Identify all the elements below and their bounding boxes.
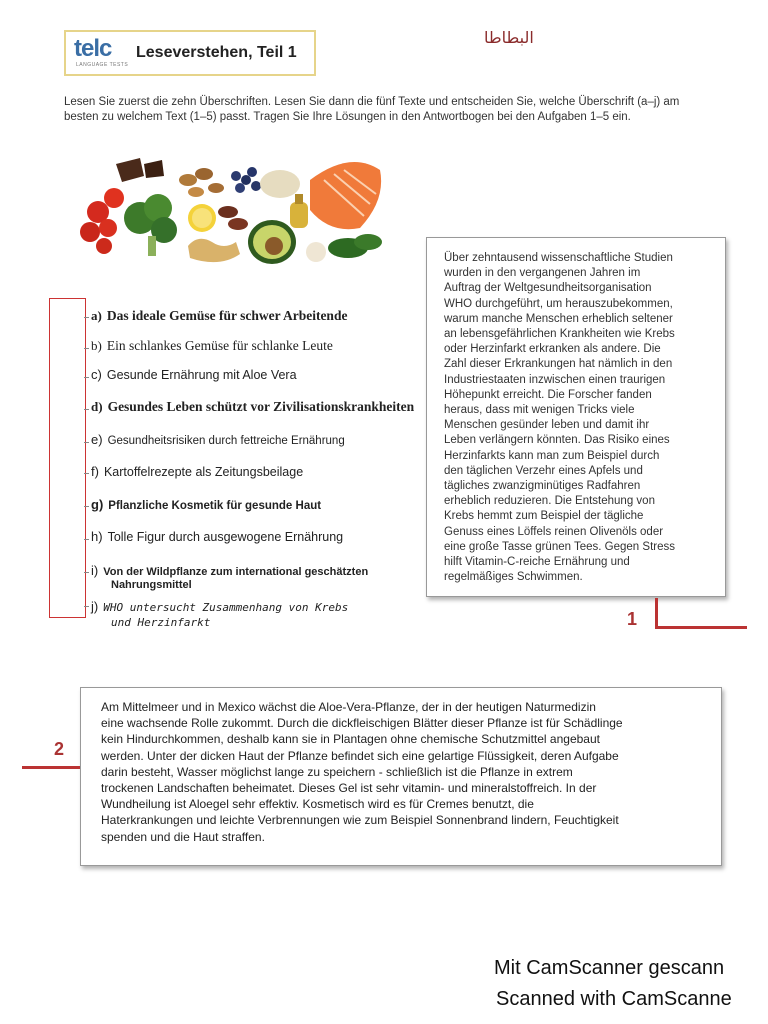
text-line: Leben verlängern könnten. Das Risiko eines — [444, 434, 670, 447]
heading-d — [91, 399, 414, 415]
heading-a — [91, 308, 347, 324]
scanner-watermark: Scanned with CamScanne — [496, 988, 732, 1010]
text-number-1: 1 — [627, 609, 638, 629]
text-line: hilft Vitamin-C-reiche Ernährung und — [444, 556, 630, 569]
tick — [84, 377, 89, 378]
text-line: tägliches zwanzigminütiges Radfahren — [444, 480, 641, 493]
heading-text: Kartoffelrezepte als Zeitungsbeilage — [103, 465, 304, 479]
text-line: spenden und die Haut straffen. — [101, 829, 265, 844]
heading-text: Gesundes Leben schützt vor Zivilisationskrankheiten — [107, 399, 415, 414]
text-line: Genuss eines Löffels reinen Olivenöls oder — [444, 525, 664, 538]
heading-text: Ein schlankes Gemüse für schlanke Leute — [106, 338, 333, 353]
text-box-1 — [426, 237, 726, 597]
heading-g — [91, 497, 321, 512]
text-line: Krebs hemmt zum Beispiel der tägliche — [444, 510, 644, 523]
heading-text: Von der Wildpflanze zum international geschätzten — [103, 566, 369, 578]
heading-f — [91, 464, 303, 479]
text-line: den täglichen Verzehr eines Apfels und — [444, 464, 643, 477]
text-line: WHO durchgeführt, um herauszubekommen, — [444, 297, 673, 310]
tick — [84, 348, 89, 349]
handwritten-note: البطاطا — [484, 28, 534, 47]
text-line: erheblich reduzieren. Die Entstehung von — [444, 495, 655, 508]
heading-text: Gesunde Ernährung mit Aloe Vera — [106, 368, 297, 382]
tick — [84, 473, 89, 474]
instructions: Lesen Sie zuerst die zehn Überschriften. Lesen Sie dann die fünf Texte und entscheiden Sie, welche Überschrift (a–j) am besten zu welchem Text (1–5) passt. Tragen Sie Ihre Lösungen in den Antwortbogen bei den Aufgaben 1–5 ein. — [64, 96, 680, 123]
heading-b — [91, 338, 333, 354]
logo-subtitle: LANGUAGE TESTS — [76, 62, 129, 68]
text-line: eine wachsende Rolle zukommt. Durch die dickfleischigen Blätter dieser Pflanze ist für Schädlinge — [101, 716, 623, 731]
heading-letter: d) — [91, 399, 103, 414]
header-box — [64, 30, 316, 76]
text-1-body — [444, 251, 716, 585]
text-line: Wundheilung ist Aloegel sehr effektiv. Kosmetisch wird es für Cremes benutzt, die — [101, 797, 534, 812]
text-line: Zahl dieser Erkrankungen hat nämlich in den — [444, 358, 673, 371]
heading-letter: j) — [91, 599, 99, 614]
text-line: kein Hindurchkommen, deshalb kann sie in Plantagen ohne chemische Schutzmittel angebaut — [101, 732, 600, 747]
text-line: Haterkrankungen und leichte Verbrennungen wie zum Beispiel Sonnenbrand lindern, Feuchtigkeit — [101, 813, 619, 828]
heading-c — [91, 367, 297, 382]
text-line: darin besteht, Wasser möglichst lange zu speichern - schließlich ist die Pflanze in extrem — [101, 764, 573, 779]
heading-text: WHO untersucht Zusammenhang von Krebs — [103, 601, 349, 614]
heading-text: Das ideale Gemüse für schwer Arbeitende — [106, 308, 348, 323]
text-2-body — [101, 699, 709, 845]
heading-letter: e) — [91, 432, 103, 447]
text-line: eine große Tasse grünen Tees. Gegen Stress — [444, 540, 675, 553]
page-title: Leseverstehen, Teil 1 — [136, 44, 297, 61]
headings-bracket — [49, 298, 86, 618]
heading-text: Tolle Figur durch ausgewogene Ernährung — [107, 530, 344, 544]
text-number-2: 2 — [54, 739, 65, 759]
text-line: Am Mittelmeer und in Mexico wächst die Aloe-Vera-Pflanze, der in der heutigen Naturmedizin — [101, 700, 596, 714]
heading-e — [91, 432, 345, 447]
tick — [84, 409, 89, 410]
text-line: an lebensgefährlichen Krankheiten wie Krebs — [444, 328, 675, 341]
tick — [84, 606, 89, 607]
text-line: Über zehntausend wissenschaftliche Studien — [444, 252, 673, 264]
text-line: wurden in den vergangenen Jahren im — [444, 267, 641, 280]
text-line: warum manche Menschen erheblich seltener — [444, 312, 673, 325]
heading-text-cont: und Herzinfarkt — [111, 616, 211, 629]
heading-letter: h) — [91, 529, 103, 544]
text-line: Herzinfarkts kann man zum Beispiel durch — [444, 449, 660, 462]
heading-i — [91, 564, 368, 592]
heading-letter: f) — [91, 464, 99, 479]
heading-h — [91, 529, 343, 544]
heading-text-cont: Nahrungsmittel — [111, 579, 192, 591]
tick — [84, 506, 89, 507]
tick — [84, 572, 89, 573]
scanner-watermark: Mit CamScanner gescann — [494, 957, 725, 979]
heading-letter: g) — [91, 497, 104, 512]
heading-j — [91, 599, 348, 630]
text-line: oder Herzinfarkt erkranken als andere. Die — [444, 343, 661, 356]
text-line: Höhepunkt erreicht. Die Forscher fanden — [444, 388, 652, 401]
food-illustration — [78, 150, 386, 280]
connector-line — [22, 766, 80, 769]
heading-text: Pflanzliche Kosmetik für gesunde Haut — [108, 500, 322, 512]
text-line: regelmäßiges Schwimmen. — [444, 571, 583, 584]
connector-line — [655, 626, 747, 629]
text-line: Menschen gesünder leben und damit ihr — [444, 419, 650, 432]
text-line: Auftrag der Weltgesundheitsorganisation — [444, 282, 652, 295]
text-line: Industriestaaten inzwischen einen traurigen — [444, 373, 666, 386]
text-line: heraus, dass mit wenigen Tricks viele — [444, 404, 635, 417]
heading-letter: c) — [91, 367, 102, 382]
text-box-2 — [80, 687, 722, 866]
text-line: trockenen Landschaften beheimatet. Dieses Gel ist sehr vitamin- und mineralstoffreich. In der — [101, 781, 597, 796]
tick — [84, 317, 89, 318]
heading-letter: i) — [91, 563, 99, 578]
heading-text: Gesundheitsrisiken durch fettreiche Ernährung — [107, 435, 345, 447]
telc-logo: telc — [74, 35, 112, 62]
tick — [84, 442, 89, 443]
connector-line — [655, 598, 658, 628]
heading-letter: a) — [91, 308, 102, 323]
heading-letter: b) — [91, 338, 102, 353]
text-line: werden. Unter der dicken Haut der Pflanze befindet sich eine gelartige Flüssigkeit, deren Aufgabe — [101, 748, 619, 763]
tick — [84, 539, 89, 540]
